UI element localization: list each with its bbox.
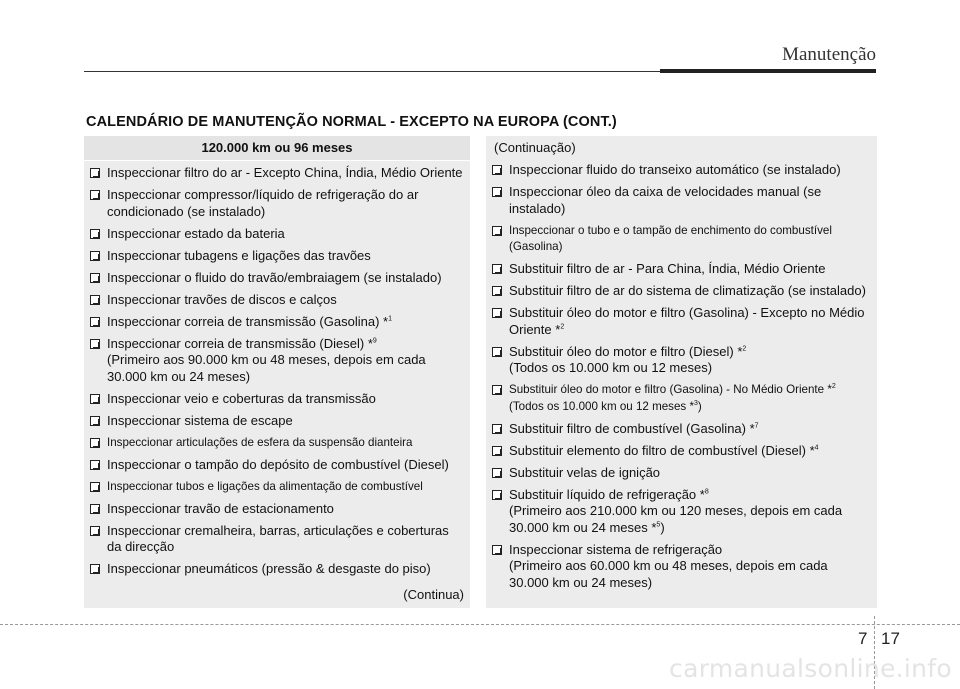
checklist-item-text: Inspeccionar sistema de refrigeração bbox=[509, 541, 723, 557]
checklist-item bbox=[90, 314, 464, 331]
checklist-item bbox=[492, 344, 871, 377]
checklist-item bbox=[90, 292, 464, 309]
footnote-marker: 2 bbox=[831, 383, 836, 391]
checklist-item bbox=[90, 479, 464, 496]
running-header-title: Manutenção bbox=[782, 44, 876, 65]
checkbox-icon bbox=[492, 468, 502, 478]
checklist-item-text: Inspeccionar travão de estacionamento bbox=[107, 500, 334, 516]
footnote-marker: 4 bbox=[814, 444, 819, 452]
checkbox-icon bbox=[492, 545, 502, 555]
checklist-item-text: Inspeccionar fluido do transeixo automático (se instalado) bbox=[509, 162, 841, 177]
right-checklist bbox=[486, 160, 877, 591]
checklist-item-text: Substituir óleo do motor e filtro (Gasolina) - Excepto no Médio Oriente * bbox=[509, 305, 865, 337]
checkbox-icon bbox=[90, 295, 100, 305]
checklist-item bbox=[492, 542, 871, 592]
checkbox-icon bbox=[90, 190, 100, 200]
continua-label: (Continua) bbox=[403, 587, 464, 602]
checklist-item bbox=[90, 523, 464, 556]
checklist-item bbox=[90, 226, 464, 243]
checkbox-icon bbox=[90, 482, 100, 492]
checkbox-icon bbox=[90, 251, 100, 261]
checklist-item bbox=[492, 261, 871, 278]
checkbox-icon bbox=[492, 187, 502, 197]
checklist-item bbox=[90, 413, 464, 430]
checkbox-icon bbox=[492, 490, 502, 500]
page-number: 17 bbox=[881, 629, 900, 648]
header-rule-thick bbox=[660, 69, 876, 73]
checklist-item-text: Substituir elemento do filtro de combustível (Diesel) * bbox=[509, 442, 815, 458]
left-checklist bbox=[84, 161, 470, 578]
checklist-item bbox=[90, 336, 464, 386]
checklist-item bbox=[492, 162, 871, 179]
checklist-item bbox=[492, 305, 871, 338]
checkbox-icon bbox=[90, 504, 100, 514]
checklist-item-text: Inspeccionar óleo da caixa de velocidades manual (se instalado) bbox=[509, 184, 822, 216]
checklist-item-text: Inspeccionar cremalheira, barras, articulações e coberturas da direcção bbox=[107, 522, 449, 554]
checklist-item-text: Inspeccionar pneumáticos (pressão & desgaste do piso) bbox=[107, 561, 431, 576]
checklist-item-text: Substituir óleo do motor e filtro (Diesel) * bbox=[509, 343, 743, 359]
checklist-item-text: Inspeccionar correia de transmissão (Diesel) * bbox=[107, 335, 373, 351]
checkbox-icon bbox=[90, 317, 100, 327]
checklist-item bbox=[90, 165, 464, 182]
checkbox-icon bbox=[90, 416, 100, 426]
checklist-item bbox=[90, 561, 464, 578]
right-column-heading: (Continuação) bbox=[494, 140, 576, 155]
checklist-item bbox=[90, 457, 464, 474]
checklist-item-text: Inspeccionar o tubo e o tampão de enchimento do combustível (Gasolina) bbox=[509, 223, 832, 253]
checklist-item bbox=[492, 465, 871, 482]
checklist-item-text: Inspeccionar correia de transmissão (Gasolina) * bbox=[107, 313, 389, 329]
checkbox-icon bbox=[90, 526, 100, 536]
right-column bbox=[486, 136, 877, 608]
checklist-item-text: Inspeccionar o fluido do travão/embraiagem (se instalado) bbox=[107, 269, 442, 285]
checklist-item bbox=[492, 223, 871, 256]
checklist-item-text: Substituir filtro de ar - Para China, Índia, Médio Oriente bbox=[509, 261, 826, 276]
checklist-item-text: Inspeccionar filtro do ar - Excepto China, Índia, Médio Oriente bbox=[107, 165, 463, 180]
checkbox-icon bbox=[90, 168, 100, 178]
checkbox-icon bbox=[492, 226, 502, 236]
checklist-item-note: (Primeiro aos 210.000 km ou 120 meses, depois em cada 30.000 km ou 24 meses *$^5$) bbox=[509, 503, 843, 535]
checklist-item bbox=[492, 421, 871, 438]
checklist-item bbox=[492, 283, 871, 300]
watermark-text: carmanualsonline.info bbox=[669, 654, 952, 683]
checkbox-icon bbox=[492, 385, 502, 395]
left-column bbox=[84, 136, 470, 608]
checklist-item-note: (Todos os 10.000 km ou 12 meses) bbox=[509, 360, 713, 375]
checklist-item-text: Inspeccionar veio e coberturas da transmissão bbox=[107, 390, 376, 406]
checklist-item bbox=[90, 248, 464, 265]
footnote-marker: 2 bbox=[742, 345, 747, 353]
checkbox-icon bbox=[492, 264, 502, 274]
checklist-item-text: Substituir filtro de ar do sistema de climatização (se instalado) bbox=[509, 283, 866, 298]
footnote-marker: 2 bbox=[560, 323, 565, 331]
checkbox-icon bbox=[90, 460, 100, 470]
footnote-marker: 9 bbox=[372, 337, 377, 345]
checklist-item-text: Inspeccionar tubagens e ligações das travões bbox=[107, 247, 371, 263]
header-rule-thin bbox=[84, 71, 660, 72]
checkbox-icon bbox=[492, 286, 502, 296]
checkbox-icon bbox=[90, 229, 100, 239]
checklist-item-text: Inspeccionar o tampão do depósito de combustível (Diesel) bbox=[107, 456, 449, 472]
checklist-item bbox=[90, 501, 464, 518]
checklist-item-text: Inspeccionar tubos e ligações da alimentação de combustível bbox=[107, 479, 423, 493]
checkbox-icon bbox=[492, 347, 502, 357]
left-column-heading: 120.000 km ou 96 meses bbox=[84, 136, 470, 161]
checklist-item bbox=[492, 487, 871, 537]
checkbox-icon bbox=[90, 438, 100, 448]
checklist-item bbox=[492, 184, 871, 217]
checklist-item-text: Substituir filtro de combustível (Gasolina) * bbox=[509, 420, 755, 436]
checklist-item bbox=[90, 270, 464, 287]
checkbox-icon bbox=[90, 394, 100, 404]
checklist-item bbox=[90, 435, 464, 452]
checklist-item-text: Inspeccionar sistema de escape bbox=[107, 412, 293, 428]
checklist-item bbox=[492, 443, 871, 460]
footnote-marker: 7 bbox=[754, 422, 759, 430]
checkbox-icon bbox=[492, 165, 502, 175]
checklist-item bbox=[90, 187, 464, 220]
section-title: CALENDÁRIO DE MANUTENÇÃO NORMAL - EXCEPTO NA EUROPA (CONT.) bbox=[86, 114, 617, 130]
checkbox-icon bbox=[90, 564, 100, 574]
checklist-item-text: Substituir óleo do motor e filtro (Gasolina) - No Médio Oriente * bbox=[509, 383, 832, 396]
checklist-item-text: Inspeccionar articulações de esfera da suspensão dianteira bbox=[107, 435, 413, 449]
footnote-marker: 1 bbox=[388, 315, 392, 323]
checkbox-icon bbox=[492, 424, 502, 434]
checklist-item-note: (Primeiro aos 90.000 km ou 48 meses, depois em cada 30.000 km ou 24 meses) bbox=[107, 352, 426, 384]
checklist-item bbox=[492, 382, 871, 415]
checklist-item-note: (Todos os 10.000 km ou 12 meses *$^3$) bbox=[509, 399, 702, 413]
checkbox-icon bbox=[90, 273, 100, 283]
checklist-item-text: Substituir velas de ignição bbox=[509, 464, 661, 480]
checkbox-icon bbox=[492, 308, 502, 318]
checklist-item bbox=[90, 391, 464, 408]
checklist-item-text: Substituir líquido de refrigeração * bbox=[509, 486, 705, 502]
chapter-number: 7 bbox=[858, 629, 868, 648]
checklist-item-text: Inspeccionar compressor/líquido de refrigeração do ar condicionado (se instalado) bbox=[107, 187, 419, 219]
checkbox-icon bbox=[492, 446, 502, 456]
checklist-item-text: Inspeccionar estado da bateria bbox=[107, 225, 285, 241]
checklist-item-text: Inspeccionar travões de discos e calços bbox=[107, 291, 337, 307]
checklist-item-note: (Primeiro aos 60.000 km ou 48 meses, depois em cada 30.000 km ou 24 meses) bbox=[509, 558, 828, 590]
footnote-marker: 8 bbox=[704, 488, 709, 496]
checkbox-icon bbox=[90, 339, 100, 349]
footer-dashed-rule bbox=[0, 624, 960, 625]
